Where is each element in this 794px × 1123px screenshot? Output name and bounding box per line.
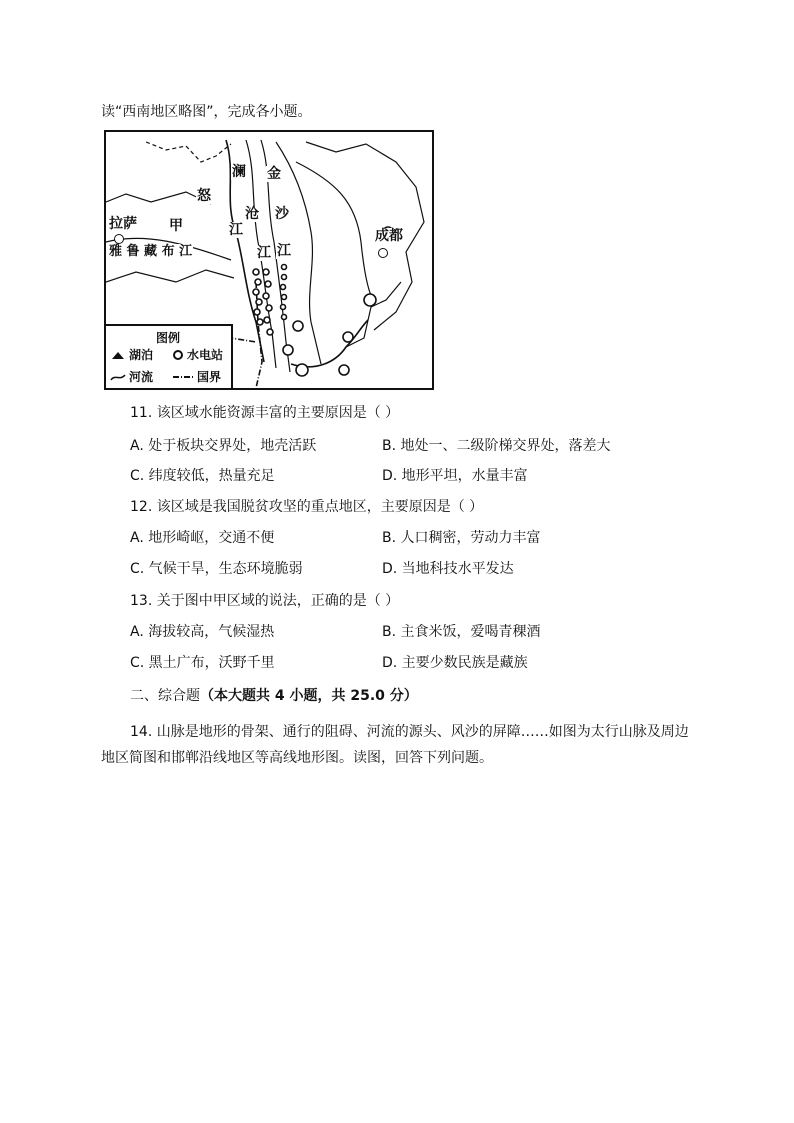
hydropower-icon xyxy=(172,349,184,361)
legend-lake xyxy=(110,346,153,363)
question-11-option-c: C. 纬度较低，热量充足 xyxy=(130,468,275,484)
lasa-marker-icon xyxy=(114,234,124,244)
question-12-option-b: B. 人口稠密，劳动力丰富 xyxy=(382,530,541,546)
map-label-sha: 沙 xyxy=(275,206,289,222)
section-heading-detail: （本大题共 4 小题，共 25.0 分） xyxy=(200,688,418,704)
southwest-map xyxy=(104,130,434,390)
question-13-option-b: B. 主食米饭，爱喝青稞酒 xyxy=(382,624,541,640)
question-11-stem: 11. 该区域水能资源丰富的主要原因是（ ） xyxy=(130,405,400,421)
map-label-jia: 甲 xyxy=(169,218,183,234)
river-icon xyxy=(110,371,126,383)
map-label-jiang-2: 江 xyxy=(257,245,271,261)
legend-lake-label: 湖泊 xyxy=(129,348,154,362)
map-label-chengdu: 成都 xyxy=(375,228,403,244)
question-11-option-b: B. 地处一、二级阶梯交界处，落差大 xyxy=(382,438,611,454)
map-label-cang: 沧 xyxy=(245,206,259,222)
map-label-yarlung: 雅 鲁 藏 布 江 xyxy=(109,244,193,259)
map-label-jiang-1: 江 xyxy=(229,222,243,238)
chengdu-marker-icon xyxy=(378,248,388,258)
question-12-option-c: C. 气候干旱，生态环境脆弱 xyxy=(130,561,303,577)
question-13-option-a: A. 海拔较高，气候湿热 xyxy=(130,624,275,640)
question-11-option-d: D. 地形平坦，水量丰富 xyxy=(382,468,528,484)
lake-icon xyxy=(110,349,126,361)
section-heading xyxy=(130,686,418,706)
question-13-option-d: D. 主要少数民族是藏族 xyxy=(382,655,528,671)
border-line-icon xyxy=(172,371,194,383)
map-legend xyxy=(106,324,233,388)
map-label-lancang: 澜 xyxy=(232,164,246,180)
map-label-lasa: 拉萨 xyxy=(109,216,137,232)
legend-river xyxy=(110,368,153,385)
legend-border-label: 国界 xyxy=(197,370,222,384)
map-label-jiang-3: 江 xyxy=(277,243,291,259)
question-12-stem: 12. 该区域是我国脱贫攻坚的重点地区，主要原因是（ ） xyxy=(130,499,484,515)
legend-hydro-label: 水电站 xyxy=(187,348,224,362)
legend-title: 图例 xyxy=(156,331,181,345)
question-14-line-1: 14. 山脉是地形的骨架、通行的阻碍、河流的源头、风沙的屏障……如图为太行山脉及周边 xyxy=(130,724,689,740)
question-13-stem: 13. 关于图中甲区域的说法，正确的是（ ） xyxy=(130,593,400,609)
intro-text: 读“西南地区略图”，完成各小题。 xyxy=(101,104,312,120)
question-12-option-a: A. 地形崎岖，交通不便 xyxy=(130,530,275,546)
section-heading-prefix: 二、综合题 xyxy=(130,688,200,704)
map-label-jin: 金 xyxy=(267,166,281,182)
legend-border xyxy=(172,368,221,385)
legend-river-label: 河流 xyxy=(129,370,154,384)
map-label-nu: 怒 xyxy=(197,188,211,204)
question-12-option-d: D. 当地科技水平发达 xyxy=(382,561,514,577)
question-11-option-a: A. 处于板块交界处，地壳活跃 xyxy=(130,438,317,454)
question-13-option-c: C. 黑土广布，沃野千里 xyxy=(130,655,275,671)
question-14-line-2: 地区简图和邯郸沿线地区等高线地形图。读图，回答下列问题。 xyxy=(101,750,493,766)
legend-hydro xyxy=(172,346,223,363)
